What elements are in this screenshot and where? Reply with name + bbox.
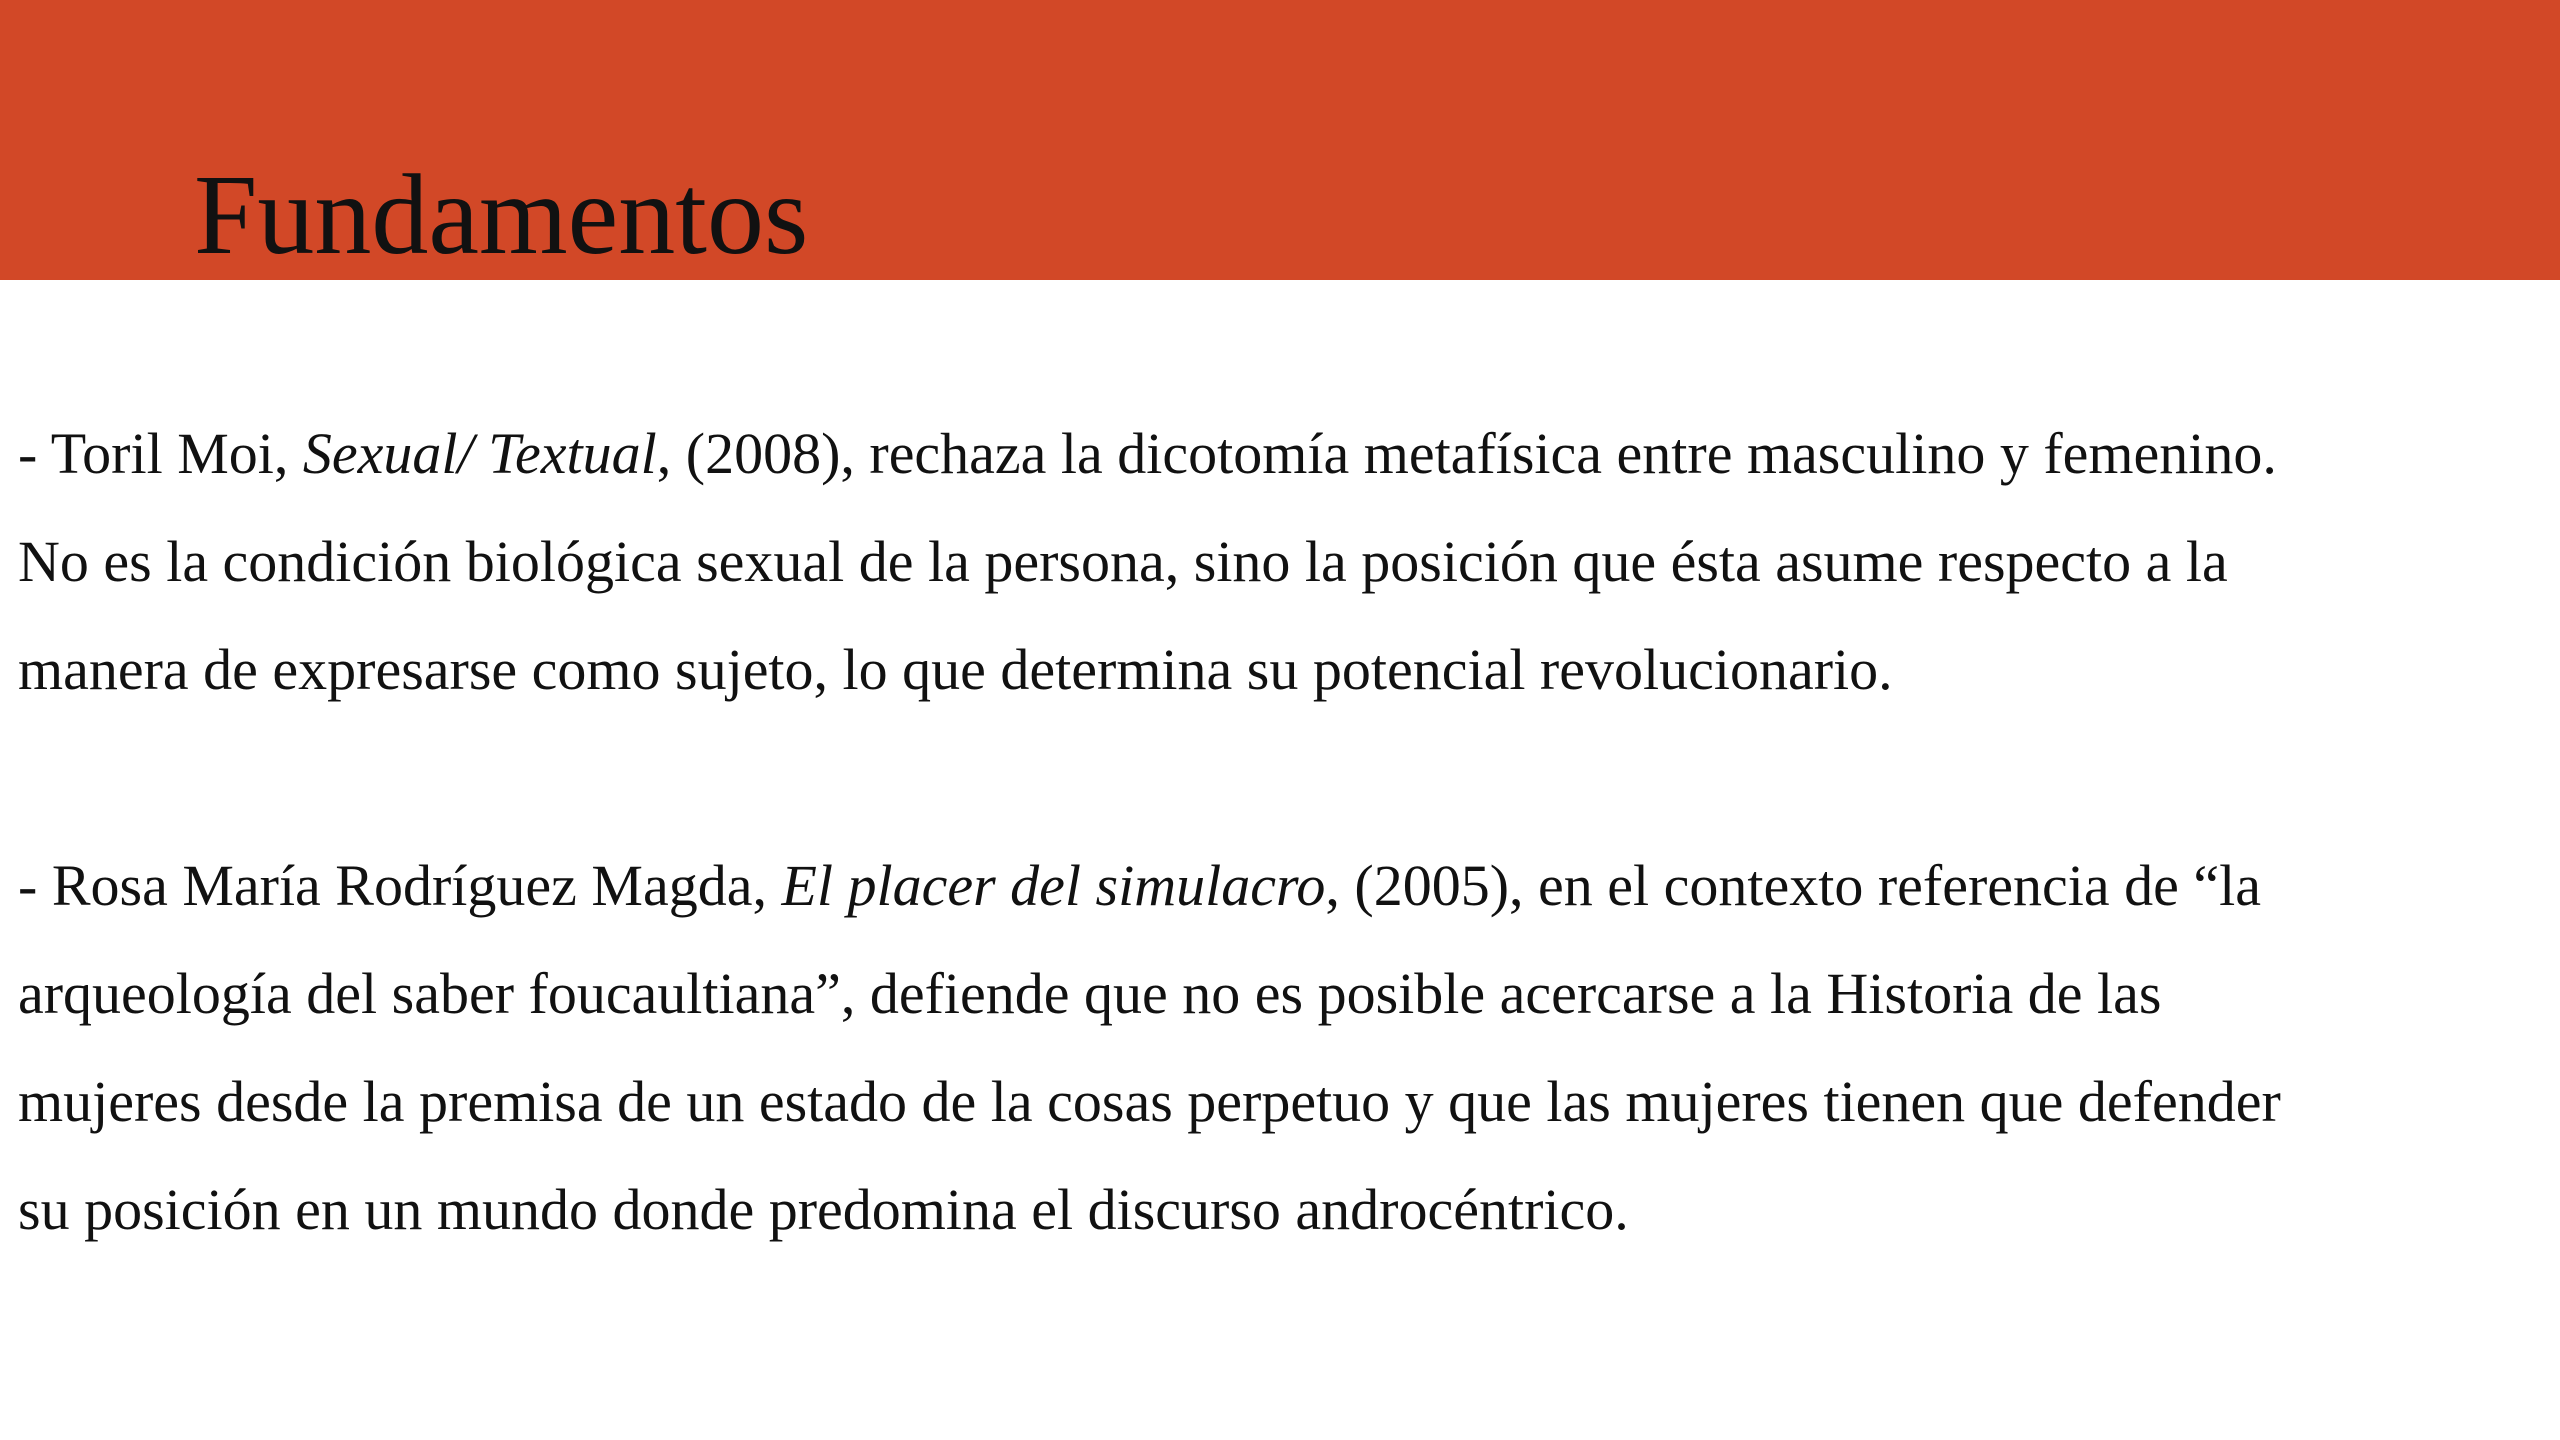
citation-author: - Rosa María Rodríguez Magda,	[18, 853, 782, 918]
citation-text: , (2005), en el contexto referencia de “la	[1325, 853, 2261, 918]
book-title: El placer del simulacro	[781, 853, 1326, 918]
paragraph-rodriguez-magda	[18, 832, 2548, 1264]
paragraph-line	[18, 832, 2548, 940]
slide-title: Fundamentos	[194, 151, 809, 278]
paragraph-line: arqueología del saber foucaultiana”, defiende que no es posible acercarse a la Historia de las	[18, 961, 2162, 1026]
paragraph-line: manera de expresarse como sujeto, lo que determina su potencial revolucionario.	[18, 637, 1893, 702]
paragraph-line: mujeres desde la premisa de un estado de la cosas perpetuo y que las mujeres tienen que defender	[18, 1069, 2281, 1134]
book-title: Sexual/ Textual	[302, 421, 657, 486]
citation-text: , (2008), rechaza la dicotomía metafísica entre masculino y femenino.	[656, 421, 2277, 486]
paragraph-line: su posición en un mundo donde predomina el discurso androcéntrico.	[18, 1177, 1629, 1242]
paragraph-line	[18, 400, 2548, 508]
citation-author: - Toril Moi,	[18, 421, 303, 486]
paragraph-line: No es la condición biológica sexual de la persona, sino la posición que ésta asume respecto a la	[18, 529, 2228, 594]
paragraph-toril-moi	[18, 400, 2548, 724]
